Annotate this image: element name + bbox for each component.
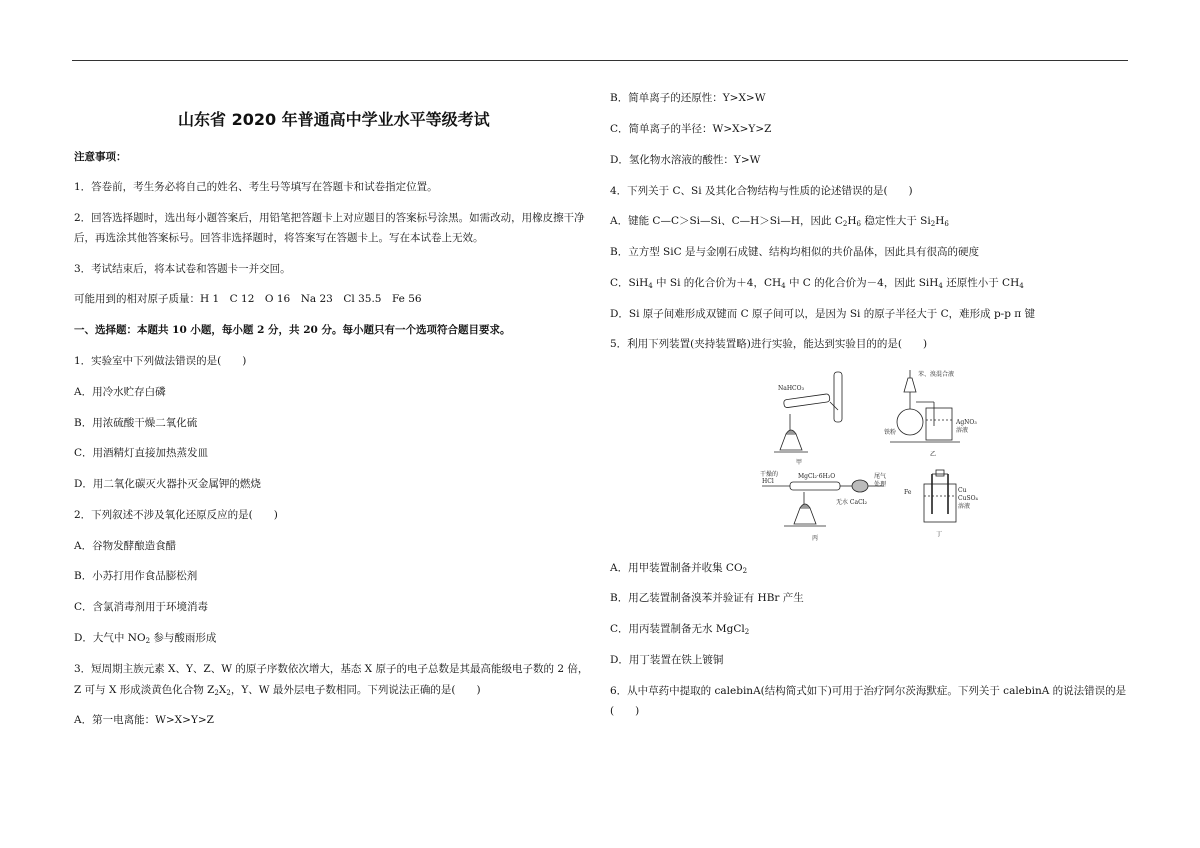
bing-left-label-2: HCl	[762, 478, 774, 485]
ding-right-label-2: CuSO₄	[958, 495, 978, 502]
yi-right-label-2: 溶液	[956, 427, 969, 434]
bing-tube-label: MgCl₂·6H₂O	[798, 473, 836, 480]
q1-option-c: C．用酒精灯直接加热蒸发皿	[74, 447, 209, 459]
q3-option-b: B．简单离子的还原性：Y>X>W	[610, 92, 766, 104]
apparatus-ding	[924, 470, 956, 522]
q6-stem-line1: 6．从中草药中提取的 calebinA(结构简式如下)可用于治疗阿尔茨海默症。下列关于 calebinA 的说法错误的是	[610, 685, 1127, 697]
exam-title: 山东省 2020 年普通高中学业水平等级考试	[178, 110, 490, 129]
notice-1: 1．答卷前，考生务必将自己的姓名、考生号等填写在答题卡和试卷指定位置。	[74, 181, 438, 193]
apparatus-yi	[890, 370, 960, 442]
q2-stem: 2．下列叙述不涉及氧化还原反应的是( )	[74, 509, 278, 521]
jia-label: 甲	[796, 459, 803, 466]
q2-option-b: B．小苏打用作食品膨松剂	[74, 570, 198, 582]
jia-reagent-label: NaHCO₃	[778, 385, 804, 392]
top-rule	[72, 60, 1128, 61]
bing-right-label-2: 处理	[874, 481, 887, 488]
q4-stem: 4．下列关于 C、Si 及其化合物结构与性质的论述错误的是( )	[610, 185, 913, 197]
q1-option-a: A．用冷水贮存白磷	[74, 386, 166, 398]
q2-option-a: A．谷物发酵酿造食醋	[74, 540, 177, 552]
q5-stem: 5．利用下列装置(夹持装置略)进行实验，能达到实验目的的是( )	[610, 338, 928, 350]
bing-bottom-label: 无水 CaCl₂	[836, 499, 867, 506]
q1-option-b: B．用浓硫酸干燥二氧化硫	[74, 417, 198, 429]
q4-option-c: C．SiH$_4$ 中 Si 的化合价为＋4，$CH_4$ 中 C 的化合价为－4，因此 SiH$_4$ 还原性小于 $CH_4$	[610, 277, 1024, 290]
apparatus-jia	[774, 372, 842, 452]
ding-label: 丁	[936, 531, 943, 538]
bing-right-label-1: 尾气	[874, 473, 887, 480]
q5-option-c: C．用丙装置制备无水 MgCl$_2$	[610, 623, 750, 636]
q5-apparatus-figure	[760, 362, 1000, 544]
notice-2-cont: 后，再选涂其他答案标号。回答非选择题时，将答案写在答题卡上。写在本试卷上无效。	[74, 232, 484, 244]
yi-top-label: 苯、溴混合液	[918, 371, 955, 378]
q6-stem-line2: ( )	[610, 705, 640, 717]
q4-option-b: B．立方型 SiC 是与金刚石成键、结构均相似的共价晶体，因此具有很高的硬度	[610, 246, 979, 258]
ding-right-label-1: Cu	[958, 487, 967, 494]
q4-option-d: D．Si 原子间难形成双键而 C 原子间可以，是因为 Si 的原子半径大于 C，难形成 p-p π 键	[610, 308, 1036, 320]
apparatus-drawing	[760, 362, 1000, 544]
q5-option-d: D．用丁装置在铁上镀铜	[610, 654, 724, 666]
q5-option-a: A．用甲装置制备并收集 $CO_2$	[610, 562, 748, 575]
ding-left-label: Fe	[904, 489, 912, 496]
section-one-heading: 一、选择题：本题共 10 小题，每小题 2 分，共 20 分。每小题只有一个选项符合题目要求。	[74, 324, 511, 336]
q4-option-a: A．键能 C—C＞Si—Si、C—H＞Si—H，因此 $C_2H_6$ 稳定性大于 $Si_2H_6$	[610, 215, 949, 228]
q1-option-d: D．用二氧化碳灭火器扑灭金属钾的燃烧	[74, 478, 261, 490]
notice-3: 3．考试结束后，将本试卷和答题卡一并交回。	[74, 263, 291, 275]
notice-2: 2．回答选择题时，选出每小题答案后，用铅笔把答题卡上对应题目的答案标号涂黑。如需改动，用橡皮擦干净	[74, 212, 585, 224]
q3-option-d: D．氢化物水溶液的酸性：Y>W	[610, 154, 761, 166]
q3-option-a: A．第一电离能：W>X>Y>Z	[74, 714, 214, 726]
bing-left-label-1: 干燥的	[760, 471, 779, 478]
ding-right-label-3: 溶液	[958, 503, 971, 510]
bing-label: 丙	[812, 535, 819, 542]
atomic-masses: 可能用到的相对原子质量：H 1 C 12 O 16 Na 23 Cl 35.5 Fe 56	[74, 293, 422, 305]
q3-stem-line1: 3．短周期主族元素 X、Y、Z、W 的原子序数依次增大，基态 X 原子的电子总数是其最高能级电子数的 2 倍，	[74, 663, 589, 675]
notice-heading: 注意事项：	[74, 151, 127, 163]
q2-option-c: C．含氯消毒剂用于环境消毒	[74, 601, 209, 613]
yi-label: 乙	[930, 451, 937, 458]
yi-right-label-1: AgNO₃	[956, 419, 977, 426]
q2-option-d: D．大气中 $NO_2$ 参与酸雨形成	[74, 632, 217, 645]
yi-left-label: 铁粉	[884, 429, 897, 436]
q3-stem-line2: Z 可与 X 形成淡黄色化合物 $Z_2X_2$，Y、W 最外层电子数相同。下列说法正确的是( )	[74, 684, 481, 697]
q1-stem: 1．实验室中下列做法错误的是( )	[74, 355, 247, 367]
q5-option-b: B．用乙装置制备溴苯并验证有 HBr 产生	[610, 592, 804, 604]
q3-option-c: C．简单离子的半径：W>X>Y>Z	[610, 123, 772, 135]
